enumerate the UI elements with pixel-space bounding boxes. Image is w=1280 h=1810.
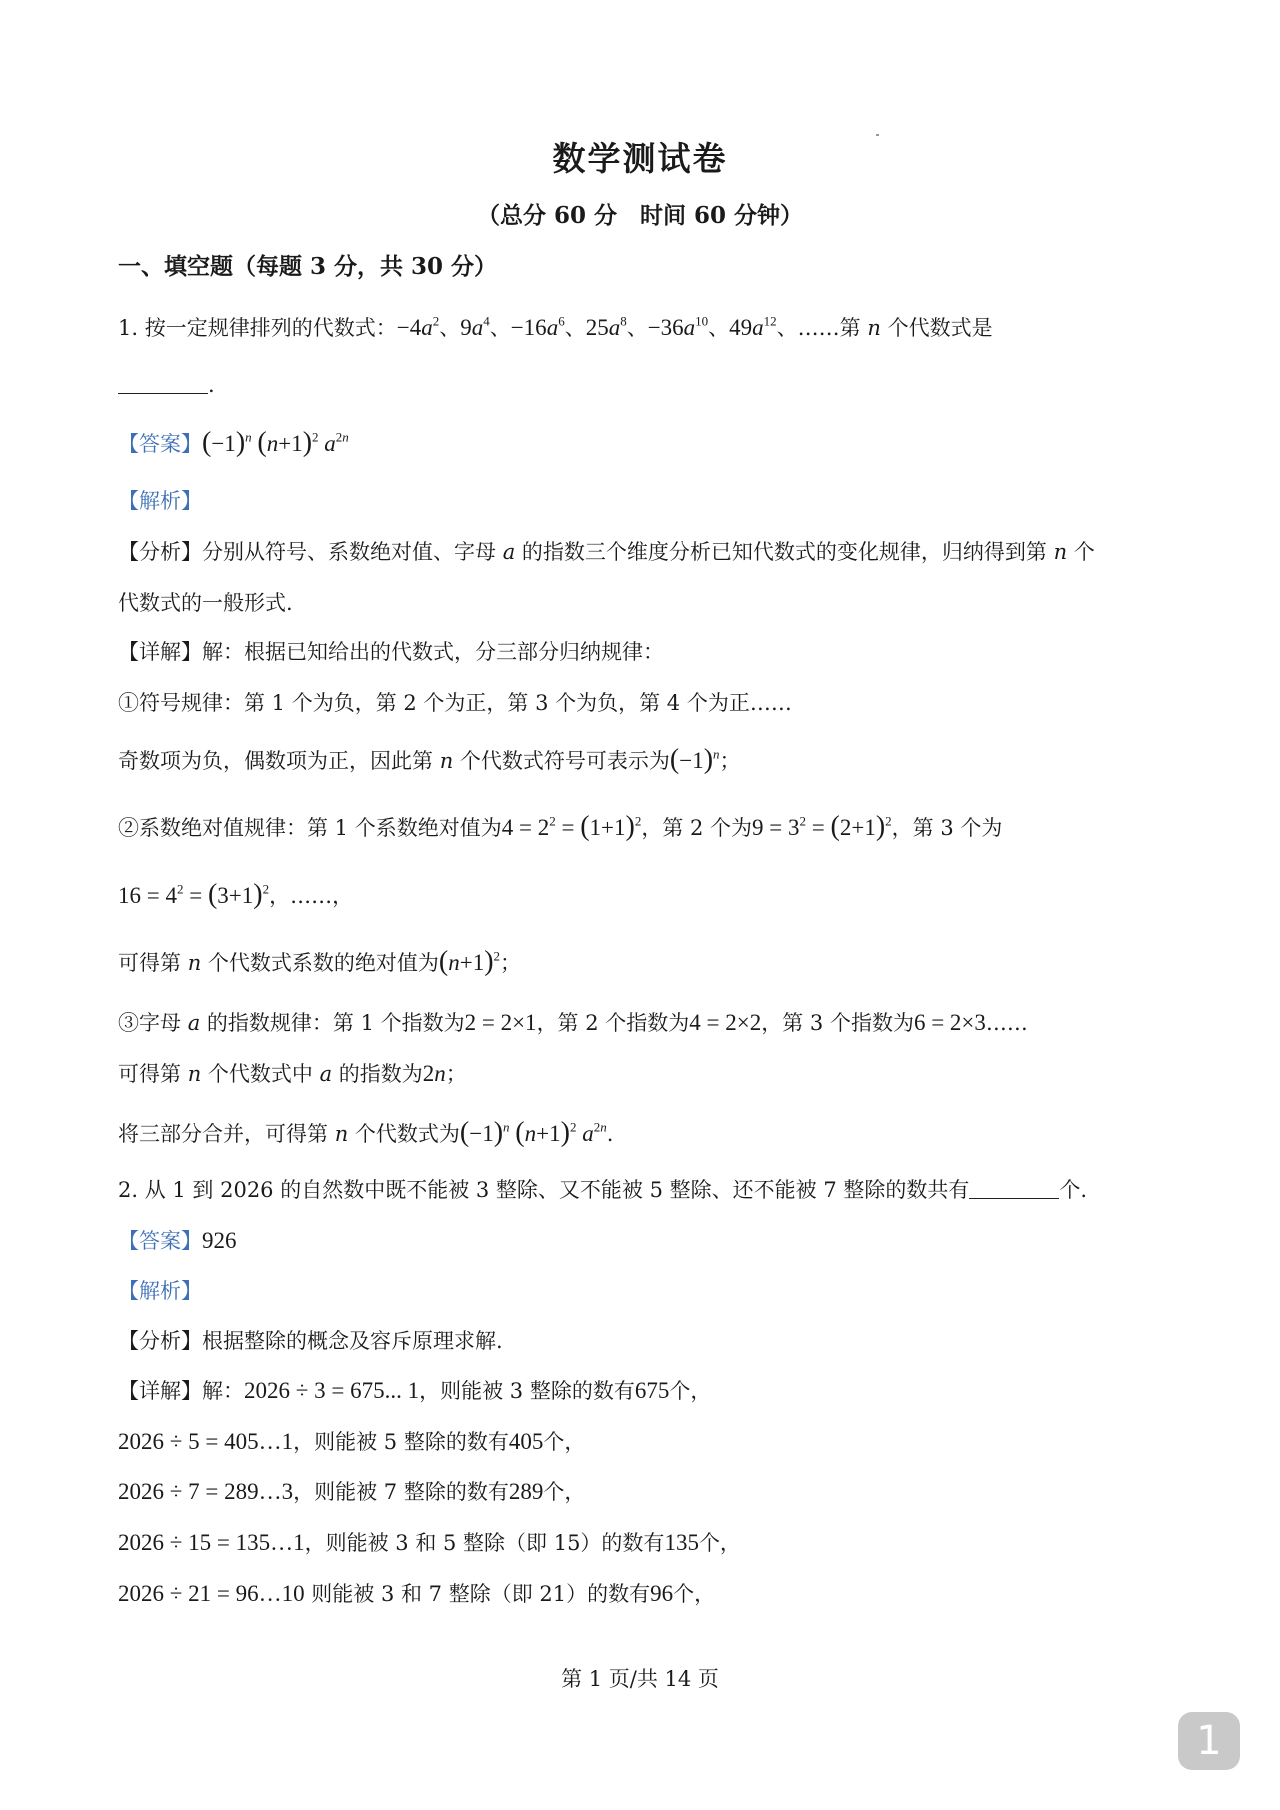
page-footer: 第 1 页/共 14 页 xyxy=(561,1667,719,1691)
section-heading: 一、填空题（每题 3 分，共 30 分） xyxy=(118,253,498,280)
q2-step4: 2026 ÷ 15 = 135…1，则能被 3 和 5 整除（即 15）的数有135个， xyxy=(118,1530,741,1555)
q1-rule3-conclusion: 可得第 n 个代数式中 a 的指数为2n； xyxy=(118,1061,467,1086)
q1-rule2-conclusion: 可得第 n 个代数式系数的绝对值为$(n+1)^2$； xyxy=(118,946,522,977)
q1-analysis-label: 【解析】 xyxy=(118,489,202,513)
page-subtitle: （总分 60 分 时间 60 分钟） xyxy=(476,202,804,229)
q2-step5: 2026 ÷ 21 = 96…10 则能被 3 和 7 整除（即 21）的数有96个， xyxy=(118,1581,716,1606)
q1-rule3: ③字母 a 的指数规律：第 1 个指数为2 = 2×1，第 2 个指数为4 = 2×2，第 3 个指数为6 = 2×3…… xyxy=(118,1010,1028,1035)
q2-question: 2. 从 1 到 2026 的自然数中既不能被 3 整除、又不能被 5 整除、还不能被 7 整除的数共有 个. xyxy=(118,1178,1088,1202)
q1-answer-blank: . xyxy=(118,370,215,400)
page-title: 数学测试卷 xyxy=(552,139,728,178)
q1-answer: 【答案】$(-1)^n$ $(n+1)^2$ $a^{2n}$ xyxy=(118,427,349,458)
q2-fenxi: 【分析】根据整除的概念及容斥原理求解. xyxy=(118,1329,503,1353)
q1-question: 1. 按一定规律排列的代数式：$-4a^2$、$9a^4$、$-16a^6$、$25a^8$、$-36a^{10}$、$49a^{12}$、……第 n 个代数式是 xyxy=(118,313,993,340)
q2-step1: 【详解】解：2026 ÷ 3 = 675... 1，则能被 3 整除的数有675个， xyxy=(118,1378,712,1403)
q1-merge: 将三部分合并，可得第 n 个代数式为$(-1)^n$ $(n+1)^2$ $a^{2n}$. xyxy=(118,1117,614,1148)
q2-step2: 2026 ÷ 5 = 405…1，则能被 5 整除的数有405个， xyxy=(118,1429,586,1454)
answer-blank xyxy=(969,1180,1059,1199)
q1-rule2: ②系数绝对值规律：第 1 个系数绝对值为$4 = 2^2 = (1+1)^2$，第 2 个为$9 = 3^2 = (2+1)^2$，第 3 个为 xyxy=(118,811,1003,842)
q1-xiangjie: 【详解】解：根据已知给出的代数式，分三部分归纳规律： xyxy=(118,640,664,664)
q1-rule1-conclusion: 奇数项为负，偶数项为正，因此第 n 个代数式符号可表示为$(-1)^n$； xyxy=(118,744,741,775)
q2-analysis-label: 【解析】 xyxy=(118,1279,202,1303)
q1-fenxi: 【分析】分别从符号、系数绝对值、字母 a 的指数三个维度分析已知代数式的变化规律，归纳得到第 n 个 xyxy=(118,540,1095,564)
q1-fenxi-line2: 代数式的一般形式. xyxy=(118,591,293,615)
q2-answer: 【答案】926 xyxy=(118,1228,237,1253)
q1-rule2-cont: $16 = 4^2 = (3+1)^2$，……， xyxy=(118,879,354,910)
q2-step3: 2026 ÷ 7 = 289…3，则能被 7 整除的数有289个， xyxy=(118,1479,586,1504)
answer-blank xyxy=(118,375,208,394)
q1-rule1: ①符号规律：第 1 个为负，第 2 个为正，第 3 个为负，第 4 个为正…… xyxy=(118,691,792,715)
page-number-badge[interactable]: 1 xyxy=(1178,1712,1240,1770)
